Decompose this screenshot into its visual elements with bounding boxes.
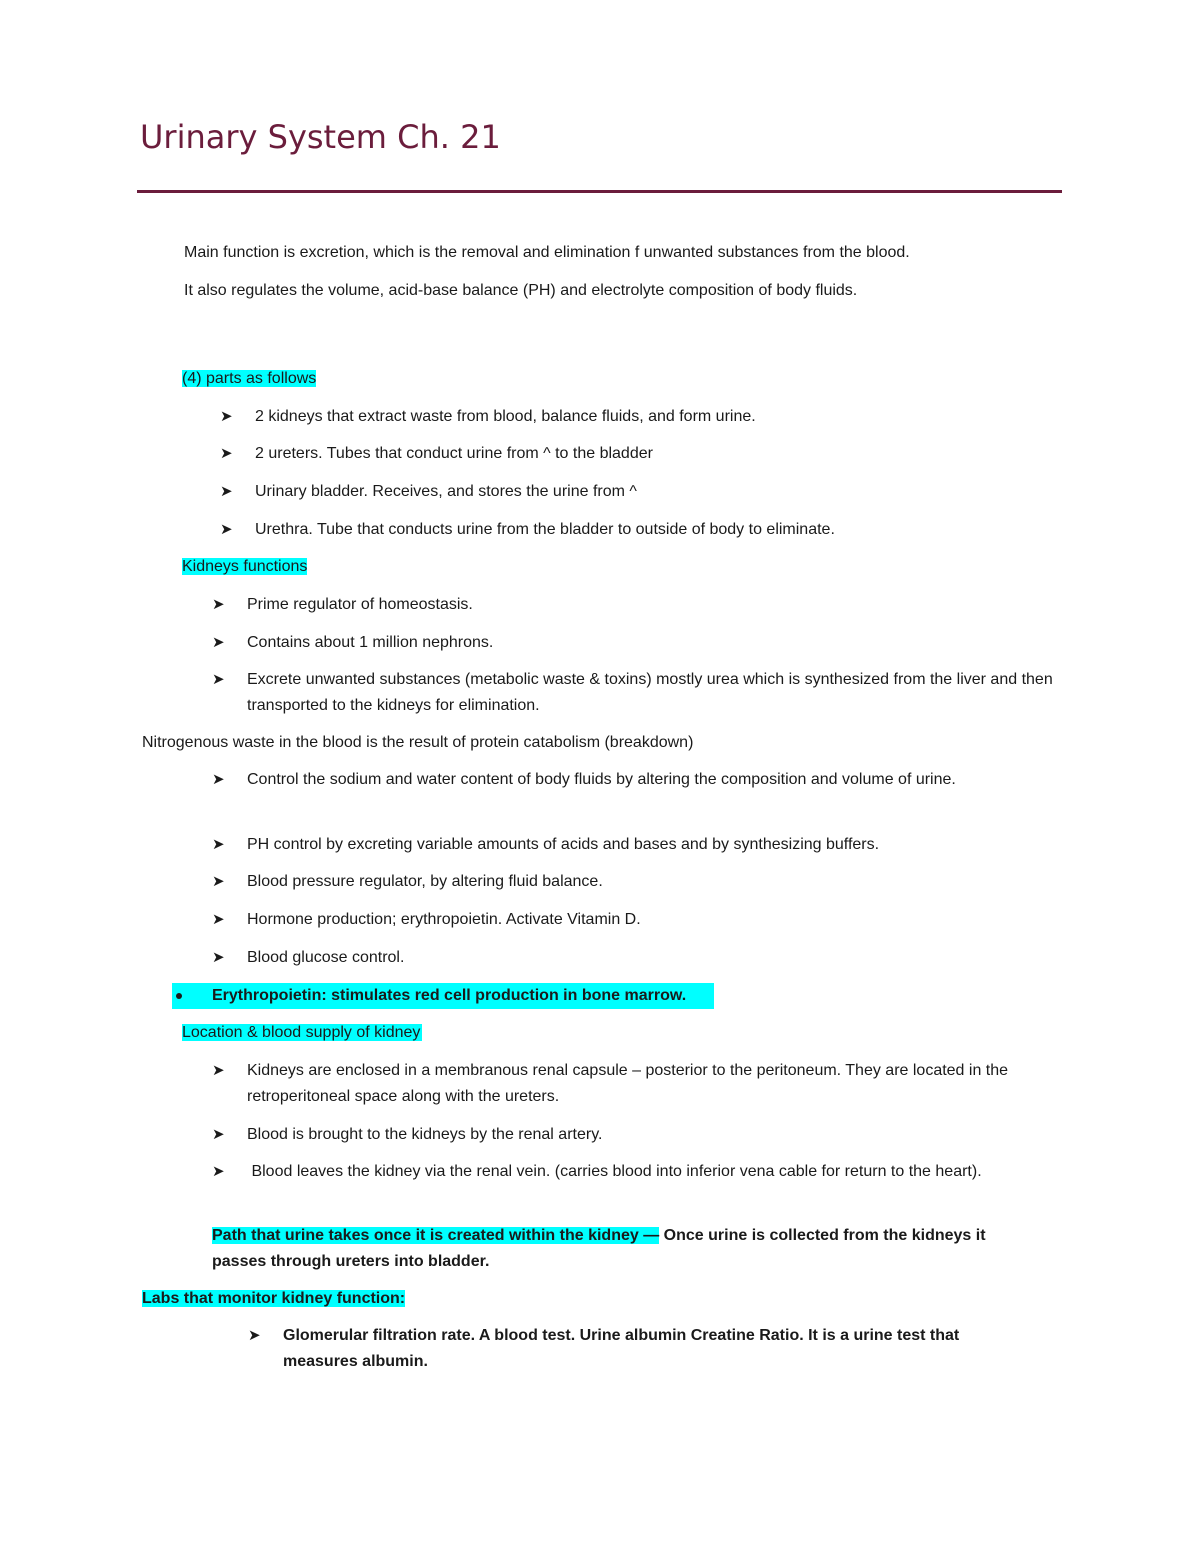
kidneys-heading: Kidneys functions xyxy=(182,558,308,575)
intro-line-2: It also regulates the volume, acid-base balance (PH) and electrolyte composition of body fluids. xyxy=(184,282,858,299)
arrow-bullet-icon: ➤ xyxy=(212,771,225,788)
kidneys-item: Hormone production; erythropoietin. Activate Vitamin D. xyxy=(247,911,641,928)
parts-heading: (4) parts as follows xyxy=(182,370,317,387)
bullet-dot-icon xyxy=(176,993,182,999)
arrow-bullet-icon: ➤ xyxy=(220,483,233,500)
arrow-bullet-icon: ➤ xyxy=(212,1062,225,1079)
page-title: Urinary System Ch. 21 xyxy=(140,118,501,156)
arrow-bullet-icon: ➤ xyxy=(212,911,225,928)
kidneys-item: Contains about 1 million nephrons. xyxy=(247,634,494,651)
kidneys-item: Excrete unwanted substances (metabolic waste & toxins) mostly urea which is synthesized from the liver and then transported to the kidneys for elimination. xyxy=(247,671,1053,714)
parts-item: 2 kidneys that extract waste from blood, balance fluids, and form urine. xyxy=(255,408,756,425)
labs-heading: Labs that monitor kidney function: xyxy=(142,1290,406,1307)
parts-item: Urethra. Tube that conducts urine from the bladder to outside of body to eliminate. xyxy=(255,521,835,538)
parts-item: Urinary bladder. Receives, and stores the urine from ^ xyxy=(255,483,637,500)
parts-item: 2 ureters. Tubes that conduct urine from ^ to the bladder xyxy=(255,445,653,462)
arrow-bullet-icon: ➤ xyxy=(212,949,225,966)
arrow-bullet-icon: ➤ xyxy=(220,521,233,538)
location-heading: Location & blood supply of kidney xyxy=(182,1024,421,1041)
arrow-bullet-icon: ➤ xyxy=(212,634,225,651)
arrow-bullet-icon: ➤ xyxy=(212,873,225,890)
location-item: Blood leaves the kidney via the renal vein. (carries blood into inferior vena cable for return to the heart). xyxy=(247,1163,982,1180)
arrow-bullet-icon: ➤ xyxy=(212,836,225,853)
path-paragraph xyxy=(212,1223,1032,1275)
kidneys-item: Blood glucose control. xyxy=(247,949,405,966)
arrow-bullet-icon: ➤ xyxy=(248,1327,261,1344)
arrow-bullet-icon: ➤ xyxy=(212,671,225,688)
arrow-bullet-icon: ➤ xyxy=(220,408,233,425)
arrow-bullet-icon: ➤ xyxy=(212,1126,225,1143)
path-text: Once urine is collected from the kidneys it passes through ureters into bladder. xyxy=(212,1227,986,1270)
title-divider xyxy=(137,190,1062,193)
arrow-bullet-icon: ➤ xyxy=(220,445,233,462)
erythropoietin-bullet: Erythropoietin: stimulates red cell production in bone marrow. xyxy=(212,987,687,1004)
arrow-bullet-icon: ➤ xyxy=(212,596,225,613)
labs-item: Glomerular filtration rate. A blood test. Urine albumin Creatine Ratio. It is a urine test that measures albumin. xyxy=(283,1327,960,1370)
kidneys-item: PH control by excreting variable amounts of acids and bases and by synthesizing buffers. xyxy=(247,836,880,853)
arrow-bullet-icon: ➤ xyxy=(212,1163,225,1180)
kidneys-item: Blood pressure regulator, by altering fluid balance. xyxy=(247,873,603,890)
path-heading: Path that urine takes once it is created within the kidney — xyxy=(212,1227,660,1244)
kidneys-item: Prime regulator of homeostasis. xyxy=(247,596,473,613)
kidneys-item: Control the sodium and water content of body fluids by altering the composition and volume of urine. xyxy=(247,771,956,788)
nitrogenous-note: Nitrogenous waste in the blood is the result of protein catabolism (breakdown) xyxy=(142,734,694,751)
location-item: Kidneys are enclosed in a membranous renal capsule – posterior to the peritoneum. They are located in the retroperitoneal space along with the ureters. xyxy=(247,1062,1009,1105)
location-item: Blood is brought to the kidneys by the renal artery. xyxy=(247,1126,603,1143)
intro-line-1: Main function is excretion, which is the removal and elimination f unwanted substances from the blood. xyxy=(184,244,910,261)
